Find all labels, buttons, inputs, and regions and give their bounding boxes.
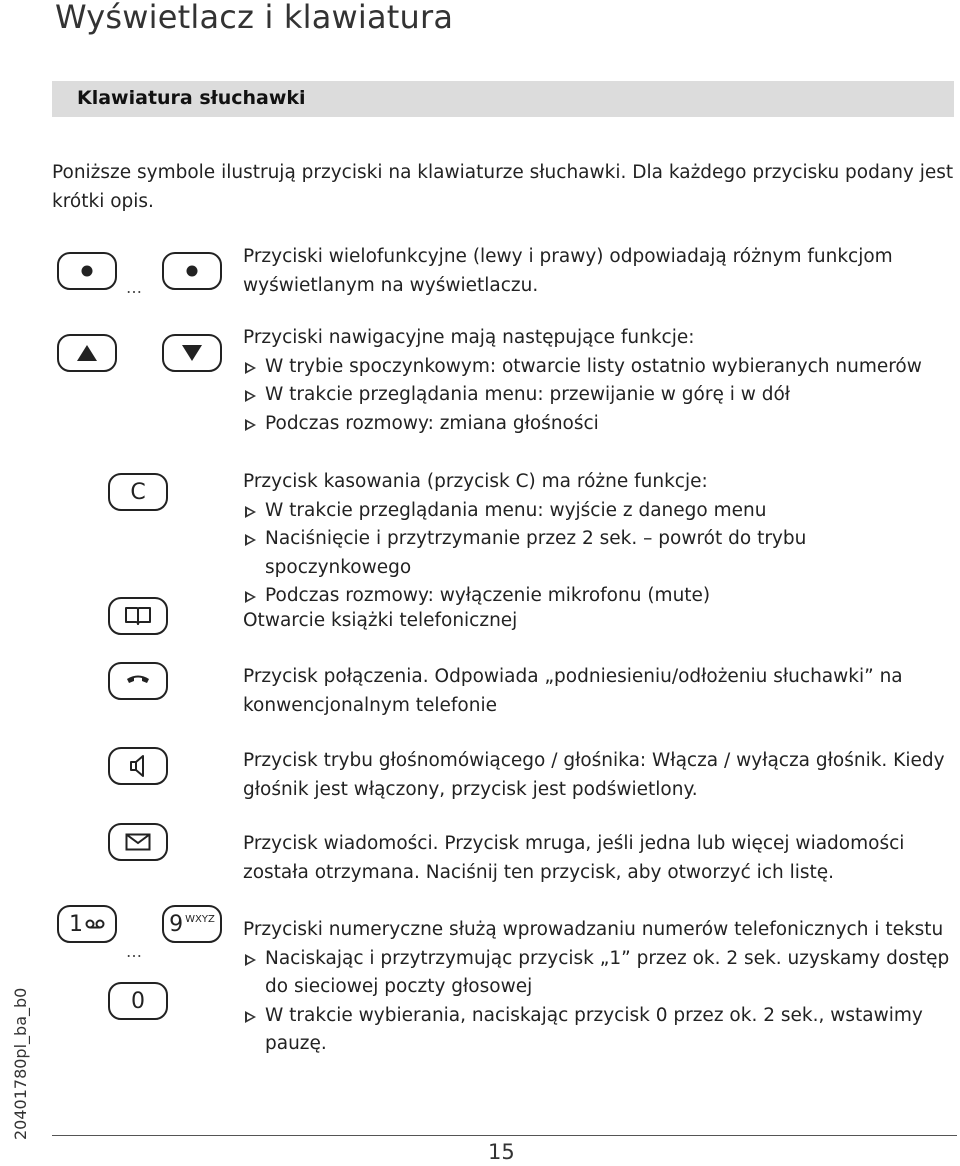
nav-down-key[interactable] — [162, 334, 222, 372]
numeric-ellipsis: … — [126, 942, 143, 961]
message-key[interactable] — [108, 823, 168, 861]
envelope-icon — [125, 833, 151, 851]
numeric-bullet: W trakcie wybierania, naciskając przycisk 0 przez ok. 2 sek., wstawimy pauzę. — [243, 1002, 958, 1059]
numeric-bullet: Naciskając i przytrzymując przycisk „1” przez ok. 2 sek. uzyskamy dostęp do sieciowej poczty głosowej — [243, 945, 958, 1002]
phonebook-text: Otwarcie książki telefonicznej — [243, 610, 518, 631]
section-title: Klawiatura słuchawki — [77, 87, 306, 109]
speaker-key[interactable] — [108, 747, 168, 785]
key-1[interactable] — [57, 905, 117, 943]
nav-description — [243, 324, 958, 438]
nav-up-key[interactable] — [57, 334, 117, 372]
nav-bullet: W trybie spoczynkowym: otwarcie listy ostatnio wybieranych numerów — [243, 353, 958, 382]
softkeys-text: Przyciski wielofunkcyjne (lewy i prawy) odpowiadają różnym funkcjom wyświetlanym na wyświetlaczu. — [243, 246, 893, 296]
nav-bullet: Podczas rozmowy: zmiana głośności — [243, 410, 958, 439]
call-description — [243, 663, 958, 720]
document-code: 20401780pl_ba_b0 — [11, 987, 30, 1140]
key-9-label: 9 — [169, 911, 184, 937]
key-0[interactable] — [108, 982, 168, 1020]
key-0-label: 0 — [131, 988, 145, 1014]
speaker-text: Przycisk trybu głośnomówiącego / głośnika: Włącza / wyłącza głośnik. Kiedy głośnik jest włączony, przycisk jest podświetlony. — [243, 750, 945, 800]
arrow-down-icon — [181, 344, 203, 362]
message-description — [243, 830, 958, 887]
clear-key-label: C — [130, 479, 146, 505]
arrow-up-icon — [76, 344, 98, 362]
speaker-description — [243, 747, 958, 804]
dot-icon — [80, 264, 94, 278]
clear-description — [243, 468, 958, 611]
softkeys-description — [243, 243, 958, 300]
numeric-lead: Przyciski numeryczne służą wprowadzaniu numerów telefonicznych i tekstu — [243, 919, 944, 940]
key-9-letters: WXYZ — [185, 913, 215, 925]
voicemail-icon — [85, 918, 105, 930]
left-softkey[interactable] — [57, 252, 117, 290]
clear-lead: Przycisk kasowania (przycisk C) ma różne funkcje: — [243, 471, 708, 492]
page-number: 15 — [488, 1140, 515, 1164]
page-title: Wyświetlacz i klawiatura — [55, 0, 454, 36]
clear-bullet: Naciśnięcie i przytrzymanie przez 2 sek. – powrót do trybu spoczynkowego — [243, 525, 958, 582]
book-icon — [124, 606, 152, 626]
handset-icon — [124, 671, 152, 691]
clear-bullet: Podczas rozmowy: wyłączenie mikrofonu (mute) — [243, 582, 958, 611]
phonebook-description — [243, 607, 958, 636]
key-1-label: 1 — [69, 911, 83, 937]
key-9[interactable] — [162, 905, 222, 943]
speaker-icon — [126, 754, 150, 778]
clear-bullet: W trakcie przeglądania menu: wyjście z danego menu — [243, 497, 958, 526]
numeric-description — [243, 916, 958, 1059]
footer-line — [52, 1135, 957, 1136]
intro-text: Poniższe symbole ilustrują przyciski na klawiaturze słuchawki. Dla każdego przycisku podany jest krótki opis. — [52, 162, 954, 212]
call-text: Przycisk połączenia. Odpowiada „podniesieniu/odłożeniu słuchawki” na konwencjonalnym telefonie — [243, 666, 903, 716]
nav-lead: Przyciski nawigacyjne mają następujące funkcje: — [243, 327, 695, 348]
clear-key[interactable] — [108, 473, 168, 511]
message-text: Przycisk wiadomości. Przycisk mruga, jeśli jedna lub więcej wiadomości została otrzymana. Naciśnij ten przycisk, aby otworzyć ich listę. — [243, 833, 905, 883]
phonebook-key[interactable] — [108, 597, 168, 635]
dot-icon — [185, 264, 199, 278]
softkey-ellipsis: … — [126, 278, 143, 297]
call-key[interactable] — [108, 662, 168, 700]
right-softkey[interactable] — [162, 252, 222, 290]
nav-bullet: W trakcie przeglądania menu: przewijanie w górę i w dół — [243, 381, 958, 410]
